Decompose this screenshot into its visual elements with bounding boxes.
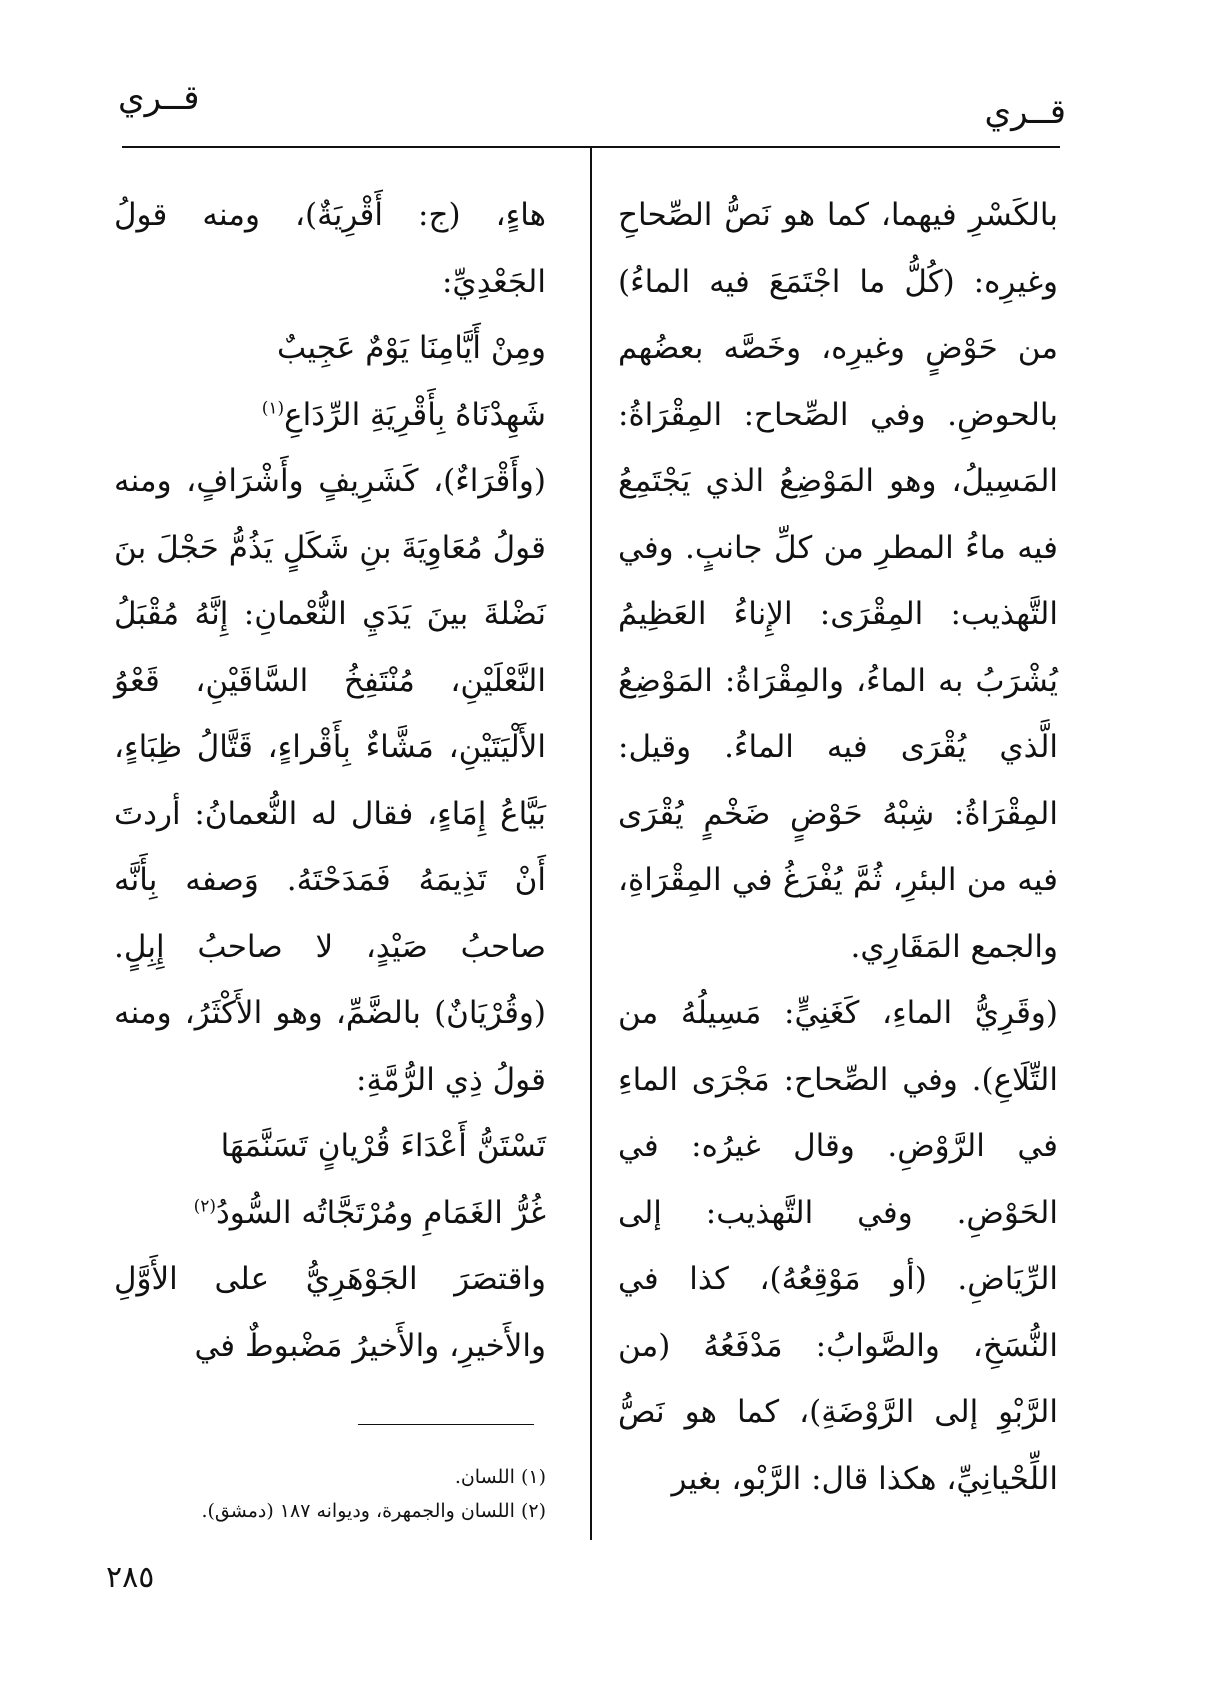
page-number: ٢٨٥: [106, 1560, 155, 1595]
verse-1-hemistich-1: ومِنْ أَيَّامِنَا يَوْمٌ عَجِيبٌ: [277, 330, 546, 366]
left-column: [114, 182, 546, 1379]
verse-1-text: شَهِدْنَاهُ بِأَقْرِيَةِ الرِّدَاعِ: [284, 396, 546, 433]
right-column: [618, 182, 1058, 1512]
verse-1-hemistich-2: [114, 382, 546, 449]
right-paragraph-2: (وقَرِيُّ الماءِ، كَغَنِيٍّ: مَسِيلُهُ من التِّلَاعِ). وفي الصِّحاح: مَجْرَى الماءِ في الرَّوْضِ. وقال غيرُه: في الحَوْضِ. وفي التَّهذيب: إلى الرِّيَاضِ. (أو مَوْقِعُهُ)، كذا في النُّسَخِ، والصَّوابُ: مَدْفَعُهُ (من الرَّبْوِ إلى الرَّوْضَةِ)، كما هو نَصُّ اللِّحْيانِيِّ، هكذا قال: الرَّبْو، بغير: [618, 995, 1058, 1497]
column-divider: [590, 148, 592, 1540]
footnote-1: (١) اللسان.: [454, 1466, 546, 1488]
verse-2-text: غُرُّ الغَمَامِ ومُرْتَجَّاتُه السُّودُ: [216, 1194, 546, 1231]
left-paragraph-3: واقتصَرَ الجَوْهَرِيُّ على الأَوَّلِ والأَخيرِ، والأَخيرُ مَضْبوطٌ في: [114, 1261, 546, 1364]
footnote-ref-1: (١): [261, 398, 285, 419]
running-header-right: قــري: [984, 92, 1066, 132]
right-paragraph-1: بالكَسْرِ فيهما، كما هو نَصُّ الصِّحاحِ وغيرِه: (كُلُّ ما اجْتَمَعَ فيه الماءُ) من حَوْضٍ وغيرِه، وخَصَّه بعضُهم بالحوضِ. وفي الصِّحاح: المِقْرَاةُ: المَسِيلُ، وهو المَوْضِعُ الذي يَجْتَمِعُ فيه ماءُ المطرِ من كلِّ جانبٍ. وفي التَّهذيب: المِقْرَى: الإِناءُ العَظِيمُ يُشْرَبُ به الماءُ، والمِقْرَاةُ: المَوْضِعُ الَّذي يُقْرَى فيه الماءُ. وقيل: المِقْرَاةُ: شِبْهُ حَوْضٍ ضَخْمٍ يُقْرَى فيه من البئرِ، ثُمَّ يُفْرَغُ في المِقْرَاةِ، والجمع المَقَارِي.: [618, 197, 1058, 965]
left-paragraph-2: (وأَقْرَاءٌ)، كَشَرِيفٍ وأَشْرَافٍ، ومنه قولُ مُعَاوِيَةَ بنِ شَكَلٍ يَذُمُّ حَجْلَ بنَ نَضْلةَ بينَ يَدَيِ النُّعْمانِ: إِنَّهُ مُقْبَلُ النَّعْلَيْنِ، مُنْتَفِخُ السَّاقَيْنِ، قَعْوُ الأَلْيَتَيْنِ، مَشَّاءٌ بِأَقْراءٍ، قَتَّالُ ظِبَاءٍ، بَيَّاعُ إِمَاءٍ، فقال له النُّعمانُ: أردتَ أَنْ تَذِيمَهُ فَمَدَحْتَهُ. وَصفه بِأَنَّه صاحبُ صَيْدٍ، لا صاحبُ إِبِلٍ. (وقُرْيَانٌ) بالضَّمِّ، وهو الأَكْثَرُ، ومنه قولُ ذِي الرُّمَّةِ:: [114, 463, 546, 1098]
left-paragraph-1: هاءٍ، (ج: أَقْرِيَةٌ)، ومنه قولُ الجَعْدِيِّ:: [114, 197, 546, 300]
running-header-left: قــري: [118, 78, 200, 118]
footnote-2: (٢) اللسان والجمهرة، وديوانه ١٨٧ (دمشق).: [201, 1500, 546, 1522]
footnote-ref-2: (٢): [193, 1196, 216, 1217]
verse-2-hemistich-2: [114, 1180, 546, 1247]
verse-2-hemistich-1: تَسْتَنُّ أَعْدَاءَ قُرْيانٍ تَسَنَّمَهَا: [220, 1128, 546, 1164]
footnote-rule: [358, 1424, 534, 1425]
